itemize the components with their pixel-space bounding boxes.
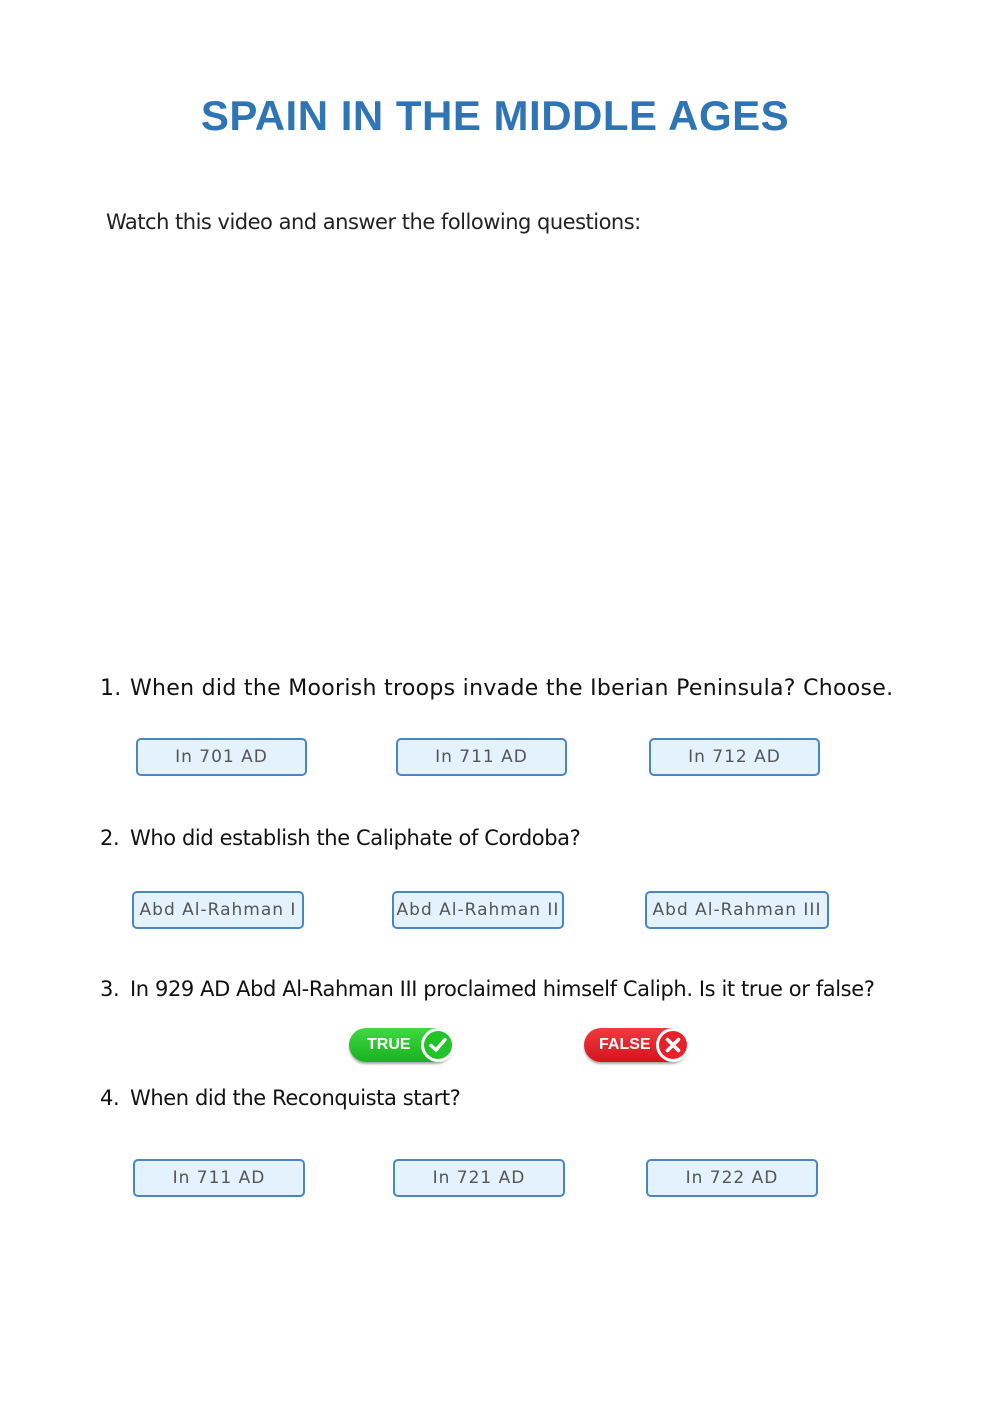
page-title: SPAIN IN THE MIDDLE AGES [200,92,790,139]
instructions-text: Watch this video and answer the following questions: [106,210,641,234]
question-number: 3. [100,977,120,1001]
x-icon [659,1031,687,1059]
q1-option-3[interactable]: In 712 AD [649,738,820,776]
q2-option-1[interactable]: Abd Al-Rahman I [132,891,304,929]
question-1 [100,676,893,701]
q1-option-1[interactable]: In 701 AD [136,738,307,776]
check-icon [424,1031,452,1059]
false-button[interactable] [584,1028,688,1062]
question-3 [100,977,874,1001]
question-text: When did the Moorish troops invade the Iberian Peninsula? Choose. [130,676,894,701]
q2-option-3[interactable]: Abd Al-Rahman III [645,891,829,929]
question-text: When did the Reconquista start? [130,1086,461,1110]
question-number: 4. [100,1086,120,1110]
question-text: Who did establish the Caliphate of Cordoba? [130,826,581,850]
q4-option-2[interactable]: In 721 AD [393,1159,565,1197]
question-number: 1. [100,676,122,701]
true-label: TRUE [367,1036,411,1053]
q1-option-2[interactable]: In 711 AD [396,738,567,776]
question-4 [100,1086,460,1110]
q2-option-2[interactable]: Abd Al-Rahman II [392,891,564,929]
q4-option-1[interactable]: In 711 AD [133,1159,305,1197]
q4-option-3[interactable]: In 722 AD [646,1159,818,1197]
question-number: 2. [100,826,120,850]
question-2 [100,826,580,850]
true-button[interactable] [349,1028,453,1062]
question-text: In 929 AD Abd Al-Rahman III proclaimed himself Caliph. Is it true or false? [130,977,875,1001]
false-label: FALSE [599,1036,651,1053]
